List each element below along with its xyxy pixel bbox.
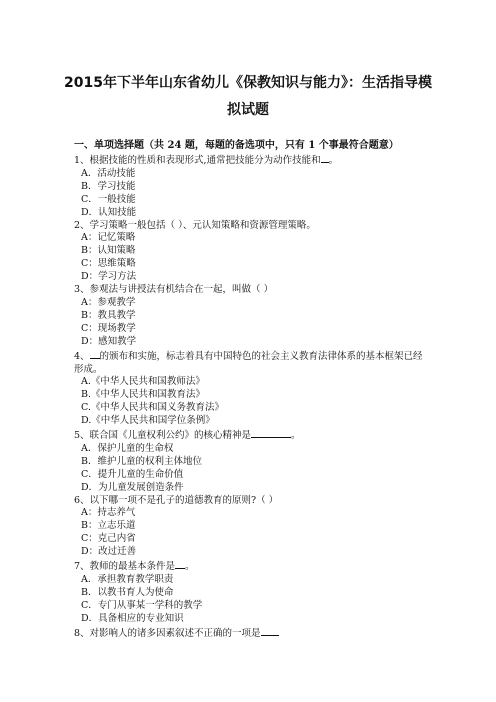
- question-stem: [74, 349, 430, 377]
- answer-option: A．活动技能: [81, 167, 136, 179]
- question-stem: [74, 559, 430, 574]
- answer-option: A．承担教育教学职责: [81, 574, 174, 585]
- document-title-line1: 2015年下半年山东省幼儿《保教知识与能力》：生活指导模: [64, 75, 432, 91]
- answer-option: A：持志养气: [81, 507, 136, 519]
- answer-option: D.《中华人民共和国学位条例》: [81, 415, 215, 427]
- answer-blank: [251, 428, 291, 438]
- answer-option: D．具备相应的专业知识: [81, 612, 184, 624]
- answer-option: C：思维策略: [81, 258, 136, 270]
- answer-blank: [175, 559, 185, 569]
- answer-option: A．保护儿童的生命权: [81, 442, 174, 454]
- answer-option: C：现场教学: [81, 322, 136, 334]
- question-text: 的颁布和实施，标志着具有中国特色的社会主义教育法律体系的基本框架已经形成。: [74, 350, 423, 375]
- question-stem: [74, 626, 430, 641]
- document-title-line2: 拟试题: [227, 102, 269, 118]
- answer-blank: [261, 626, 279, 636]
- question-stem: 6、以下哪一项不是孔子的道德教育的原则?（ ）: [74, 494, 279, 506]
- question-text: 1、根据技能的性质和表现形式,通常把技能分为动作技能和: [74, 155, 321, 166]
- answer-blank: [90, 349, 100, 359]
- answer-option: C.《中华人民共和国义务教育法》: [81, 402, 224, 414]
- answer-option: D：学习方法: [81, 271, 137, 283]
- section-heading: 一、单项选择题（共 24 题，每题的备选项中，只有 1 个事最符合题意）: [74, 140, 399, 151]
- answer-option: B.《中华人民共和国教育法》: [81, 389, 206, 401]
- answer-option: C：克己内省: [81, 533, 136, 545]
- answer-option: B．维护儿童的权利主体地位: [81, 455, 202, 467]
- answer-option: B：教具教学: [81, 309, 136, 321]
- answer-option: B．学习技能: [81, 180, 136, 192]
- question-text: 5、联合国《儿童权利公约》的核心精神是: [74, 430, 252, 442]
- answer-option: A：参观教学: [81, 296, 136, 308]
- answer-option: B：认知策略: [81, 245, 136, 257]
- question-text: 8、对影响人的诸多因素叙述不正确的一项是: [74, 627, 261, 639]
- question-text: 7、教师的最基本条件是: [74, 561, 176, 573]
- answer-option: D．认知技能: [81, 206, 137, 218]
- answer-option: A：记忆策略: [81, 232, 136, 244]
- question-text: 4、: [74, 350, 90, 362]
- answer-option: B．以教书育人为使命: [81, 586, 174, 598]
- question-list: [74, 153, 430, 641]
- question-stem: 3、参观法与讲授法有机结合在一起，叫做（ ）: [74, 284, 274, 296]
- question-stem: [74, 153, 430, 168]
- question-stem: [74, 428, 430, 443]
- question-text: 。: [291, 430, 301, 442]
- answer-blank: [321, 153, 329, 163]
- answer-option: A.《中华人民共和国教师法》: [81, 376, 205, 388]
- answer-option: D：感知教学: [81, 335, 137, 347]
- question-text: 。: [328, 155, 339, 166]
- answer-option: D．为儿童发展创造条件: [81, 481, 184, 493]
- answer-option: C．一般技能: [81, 193, 136, 205]
- answer-option: D：改过迁善: [81, 546, 137, 558]
- answer-option: C．提升儿童的生命价值: [81, 468, 184, 480]
- answer-option: B：立志乐道: [81, 520, 136, 532]
- question-stem: 2、学习策略一般包括（ ）、元认知策略和资源管理策略。: [74, 219, 316, 231]
- question-text: 。: [185, 561, 195, 573]
- answer-option: C．专门从事某一学科的教学: [81, 599, 203, 611]
